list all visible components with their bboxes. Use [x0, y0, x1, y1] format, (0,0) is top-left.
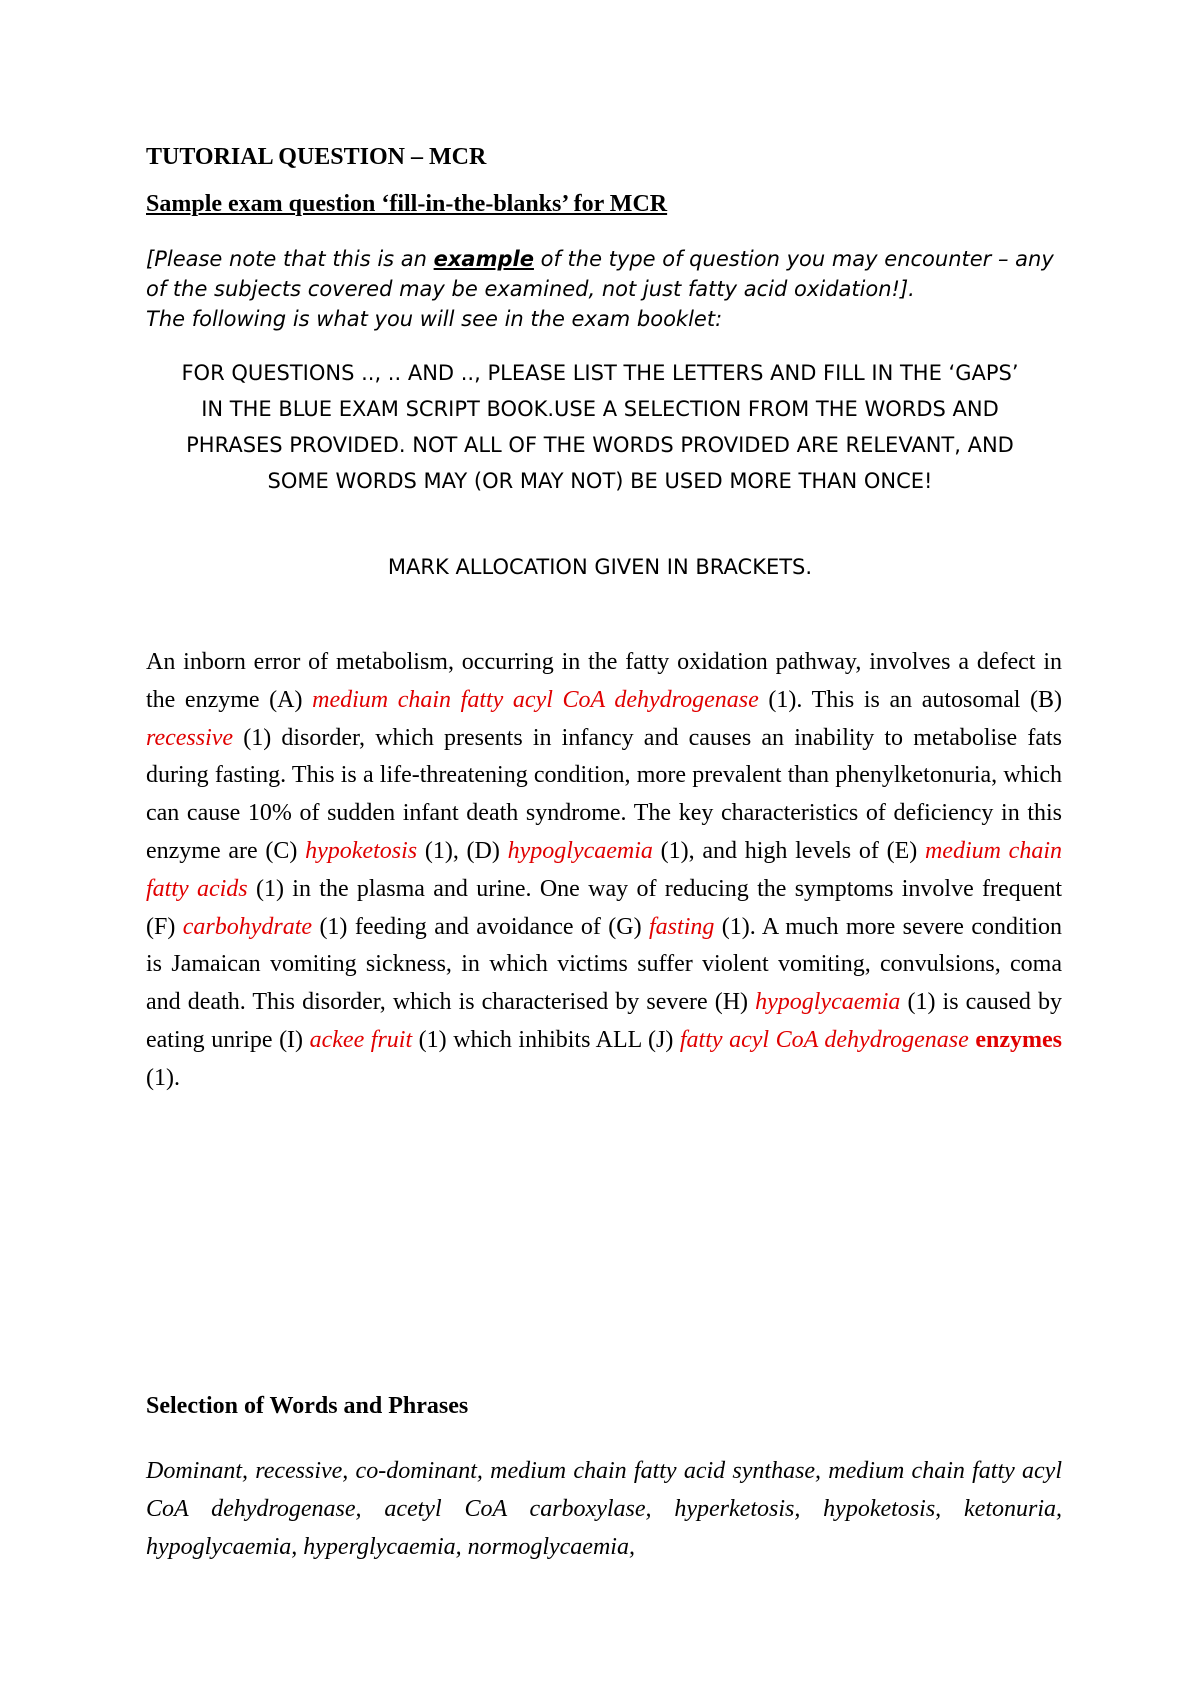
answer-a: medium chain fatty acyl CoA dehydrogenase: [312, 686, 759, 713]
passage-text: (1).: [146, 1064, 180, 1091]
answer-f: carbohydrate: [182, 913, 313, 940]
answer-j: fatty acyl CoA dehydrogenase: [679, 1026, 969, 1053]
passage-text: (1) feeding and avoidance of (G): [312, 913, 650, 940]
passage-text: (1) in the plasma and urine. One way of reducing the symptoms involve frequent (F): [146, 875, 1062, 940]
answer-b: recessive: [146, 724, 234, 751]
passage-text: (1). This is an autosomal (B): [758, 686, 1062, 713]
page-subtitle: Sample exam question ‘fill-in-the-blanks’ for MCR: [146, 191, 668, 217]
passage-text: (1), and high levels of (E): [652, 837, 925, 864]
mark-allocation: MARK ALLOCATION GIVEN IN BRACKETS.: [387, 555, 813, 579]
note-line: The following is what you will see in the exam booklet:: [146, 307, 723, 331]
passage-text: An inborn error of metabolism, occurring in the fatty oxidation pathway, involves a defect in the enzyme (A): [146, 649, 1062, 713]
passage-text: (1), (D): [417, 837, 508, 864]
page-title: TUTORIAL QUESTION – MCR: [146, 144, 487, 170]
passage-text: (1) is caused by eating unripe (I): [146, 989, 1062, 1053]
answer-i: ackee fruit: [309, 1026, 413, 1053]
selection-heading: Selection of Words and Phrases: [146, 1393, 469, 1419]
note-emphasis: example: [433, 247, 534, 271]
instruction-note: [146, 244, 1066, 334]
answer-h: hypoglycaemia: [755, 989, 901, 1016]
passage-text: (1) which inhibits ALL (J): [412, 1026, 680, 1053]
answer-j-suffix: enzymes: [975, 1026, 1063, 1053]
answer-g: fasting: [649, 913, 715, 940]
selection-list: Dominant, recessive, co-dominant, medium chain fatty acid synthase, medium chain fatty acyl CoA dehydrogenase, acetyl CoA carboxylase, hyperketosis, hypoketosis, ketonuria, hypoglycaemia, hyperglycaemia, normoglycaemia,: [146, 1458, 1062, 1560]
answer-d: hypoglycaemia: [507, 837, 653, 864]
answer-e: medium chain fatty acids: [146, 837, 1063, 902]
note-text-continued: of the type of question you may encounter – any of the subjects covered may be examined, not just fatty acid oxidation!].: [146, 247, 1054, 301]
exam-instructions: FOR QUESTIONS .., .. AND .., PLEASE LIST THE LETTERS AND FILL IN THE ‘GAPS’ IN THE BLUE EXAM SCRIPT BOOK.USE A SELECTION FROM THE WORDS AND PHRASES PROVIDED. NOT ALL OF THE WORDS PROVIDED ARE RELEVANT, AND SOME WORDS MAY (OR MAY NOT) BE USED MORE THAN ONCE!: [181, 361, 1019, 493]
question-passage: [146, 644, 1062, 1098]
passage-text: (1) disorder, which presents in infancy and causes an inability to metabolise fats during fasting. This is a life-threatening condition, more prevalent than phenylketonuria, which can cause 10% of sudden infant death syndrome. The key characteristics of deficiency in this enzyme are (C): [146, 724, 1062, 864]
answer-c: hypoketosis: [305, 837, 418, 864]
note-text: [Please note that this is an: [146, 247, 434, 271]
passage-text: (1). A much more severe condition is Jamaican vomiting sickness, in which victims suffer violent vomiting, convulsions, coma and death. This disorder, which is characterised by severe (H): [146, 913, 1062, 1016]
